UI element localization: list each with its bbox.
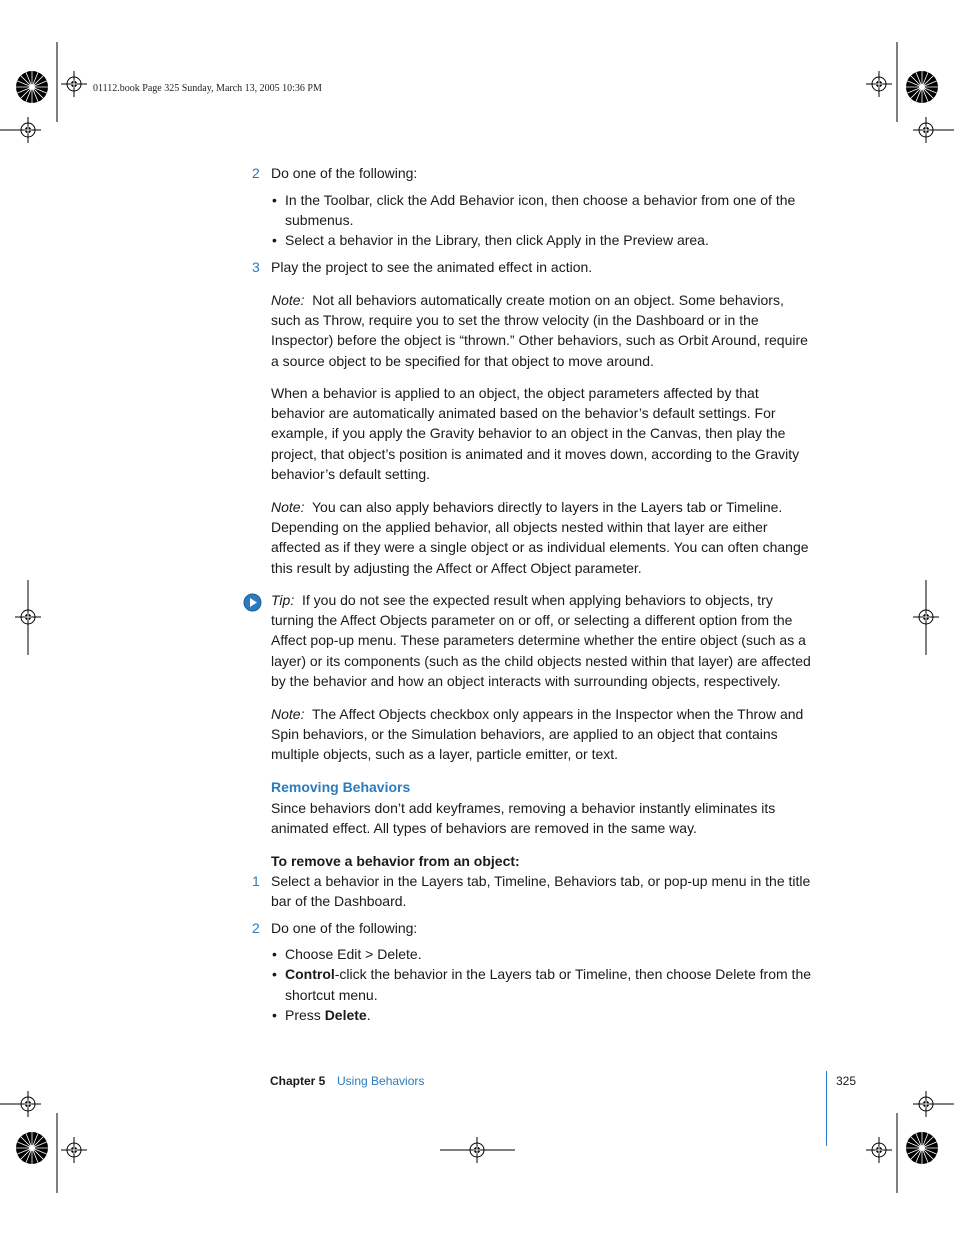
section-paragraph bbox=[271, 798, 831, 838]
step-number: 2 bbox=[252, 920, 260, 936]
note-label: Note: bbox=[271, 292, 305, 308]
note-line: such as Throw, require you to set the throw velocity (in the Dashboard or in the bbox=[271, 312, 759, 329]
print-slug: 01112.book Page 325 Sunday, March 13, 2005 10:36 PM bbox=[93, 83, 322, 94]
bullet-text: submenus. bbox=[285, 212, 354, 228]
note-block bbox=[271, 497, 831, 578]
bullet-mark: • bbox=[272, 946, 277, 962]
paragraph-line: behavior’s default setting. bbox=[271, 465, 431, 482]
paragraph-line: example, if you apply the Gravity behavior to an object in the Canvas, then play the bbox=[271, 425, 786, 442]
key-name: Control bbox=[285, 966, 335, 982]
note-line: this result by adjusting the Affect or Affect Object parameter. bbox=[271, 559, 642, 576]
note-block bbox=[271, 704, 831, 765]
note-line: The Affect Objects checkbox only appears in the Inspector when the Throw and bbox=[312, 706, 804, 722]
bullet-post: . bbox=[366, 1007, 371, 1023]
bullet-text: In the Toolbar, click the Add Behavior icon, then choose a behavior from one of the bbox=[285, 192, 796, 208]
step-line: bar of the Dashboard. bbox=[271, 893, 407, 910]
tip-arrow-icon bbox=[243, 593, 262, 612]
paragraph-line: project, that object’s position is animated and it moves down, according to the Gravity bbox=[271, 445, 800, 462]
footer-rule bbox=[826, 1071, 827, 1146]
bullet-mark: • bbox=[272, 966, 277, 982]
paragraph-line: animated effect. All types of behaviors are removed in the same way. bbox=[271, 820, 697, 837]
step-text bbox=[271, 871, 831, 911]
task-heading: To remove a behavior from an object: bbox=[271, 853, 520, 869]
note-label: Note: bbox=[271, 706, 305, 722]
key-name: Delete bbox=[324, 1007, 367, 1023]
footer-chapter: Chapter 5 bbox=[270, 1074, 326, 1088]
note-block bbox=[271, 290, 831, 371]
step-text: Play the project to see the animated effect in action. bbox=[271, 259, 593, 275]
paragraph-line: When a behavior is applied to an object, the object parameters affected by that bbox=[271, 385, 759, 401]
tip-block bbox=[271, 590, 831, 691]
step-text: Do one of the following: bbox=[271, 920, 418, 936]
bullet-mark: • bbox=[272, 232, 277, 248]
footer-chapter-title: Using Behaviors bbox=[337, 1074, 425, 1088]
bullet-text: shortcut menu. bbox=[285, 987, 378, 1003]
step-number: 2 bbox=[252, 165, 260, 181]
step-text: Do one of the following: bbox=[271, 165, 418, 181]
bullet-mark: • bbox=[272, 1007, 277, 1023]
paragraph-line: Since behaviors don’t add keyframes, removing a behavior instantly eliminates its bbox=[271, 800, 776, 816]
tip-line: If you do not see the expected result when applying behaviors to objects, try bbox=[302, 592, 773, 608]
bullet-text: Select a behavior in the Library, then click Apply in the Preview area. bbox=[285, 232, 709, 248]
bullet-text bbox=[285, 964, 811, 984]
page-number: 325 bbox=[836, 1074, 857, 1088]
note-line: multiple objects, such as a layer, particle emitter, or text. bbox=[271, 746, 619, 763]
tip-line: Affect pop-up menu. These parameters determine whether the entire object (such as a bbox=[271, 632, 806, 649]
tip-line: by the behavior and how an object interacts with surrounding objects, respectively. bbox=[271, 672, 781, 689]
step-number: 1 bbox=[252, 873, 260, 889]
note-line: affected as if they were a single object or as individual elements. You can often change bbox=[271, 539, 809, 556]
note-line: Depending on the applied behavior, all objects nested within that layer are either bbox=[271, 519, 768, 536]
section-heading: Removing Behaviors bbox=[271, 779, 411, 795]
bullet-pre: Press bbox=[285, 1007, 325, 1023]
step-number: 3 bbox=[252, 259, 260, 275]
note-line: Inspector) before the object is “thrown.” Other behaviors, such as Orbit Around, require bbox=[271, 332, 808, 349]
tip-line: layer) or its components (such as the child objects nested within that layer) are affected bbox=[271, 652, 811, 669]
note-line: Spin behaviors, or the Simulation behaviors, are applied to an object that contains bbox=[271, 726, 778, 743]
note-line: a source object to be specified for that object to move around. bbox=[271, 352, 654, 369]
note-label: Note: bbox=[271, 499, 305, 515]
bullet-text: Choose Edit > Delete. bbox=[285, 946, 422, 962]
note-line: Not all behaviors automatically create motion on an object. Some behaviors, bbox=[312, 292, 784, 308]
note-line: You can also apply behaviors directly to layers in the Layers tab or Timeline. bbox=[312, 499, 783, 515]
tip-label: Tip: bbox=[271, 592, 295, 608]
bullet-rest: -click the behavior in the Layers tab or Timeline, then choose Delete from the bbox=[334, 966, 812, 982]
bullet-mark: • bbox=[272, 192, 277, 208]
bullet-text bbox=[285, 1005, 371, 1025]
tip-line: turning the Affect Objects parameter on or off, or selecting a different option from the bbox=[271, 612, 793, 629]
paragraph-line: behavior are automatically animated based on the behavior’s default settings. For bbox=[271, 405, 776, 422]
step-line: Select a behavior in the Layers tab, Timeline, Behaviors tab, or pop-up menu in the title bbox=[271, 873, 811, 889]
body-paragraph bbox=[271, 383, 831, 484]
